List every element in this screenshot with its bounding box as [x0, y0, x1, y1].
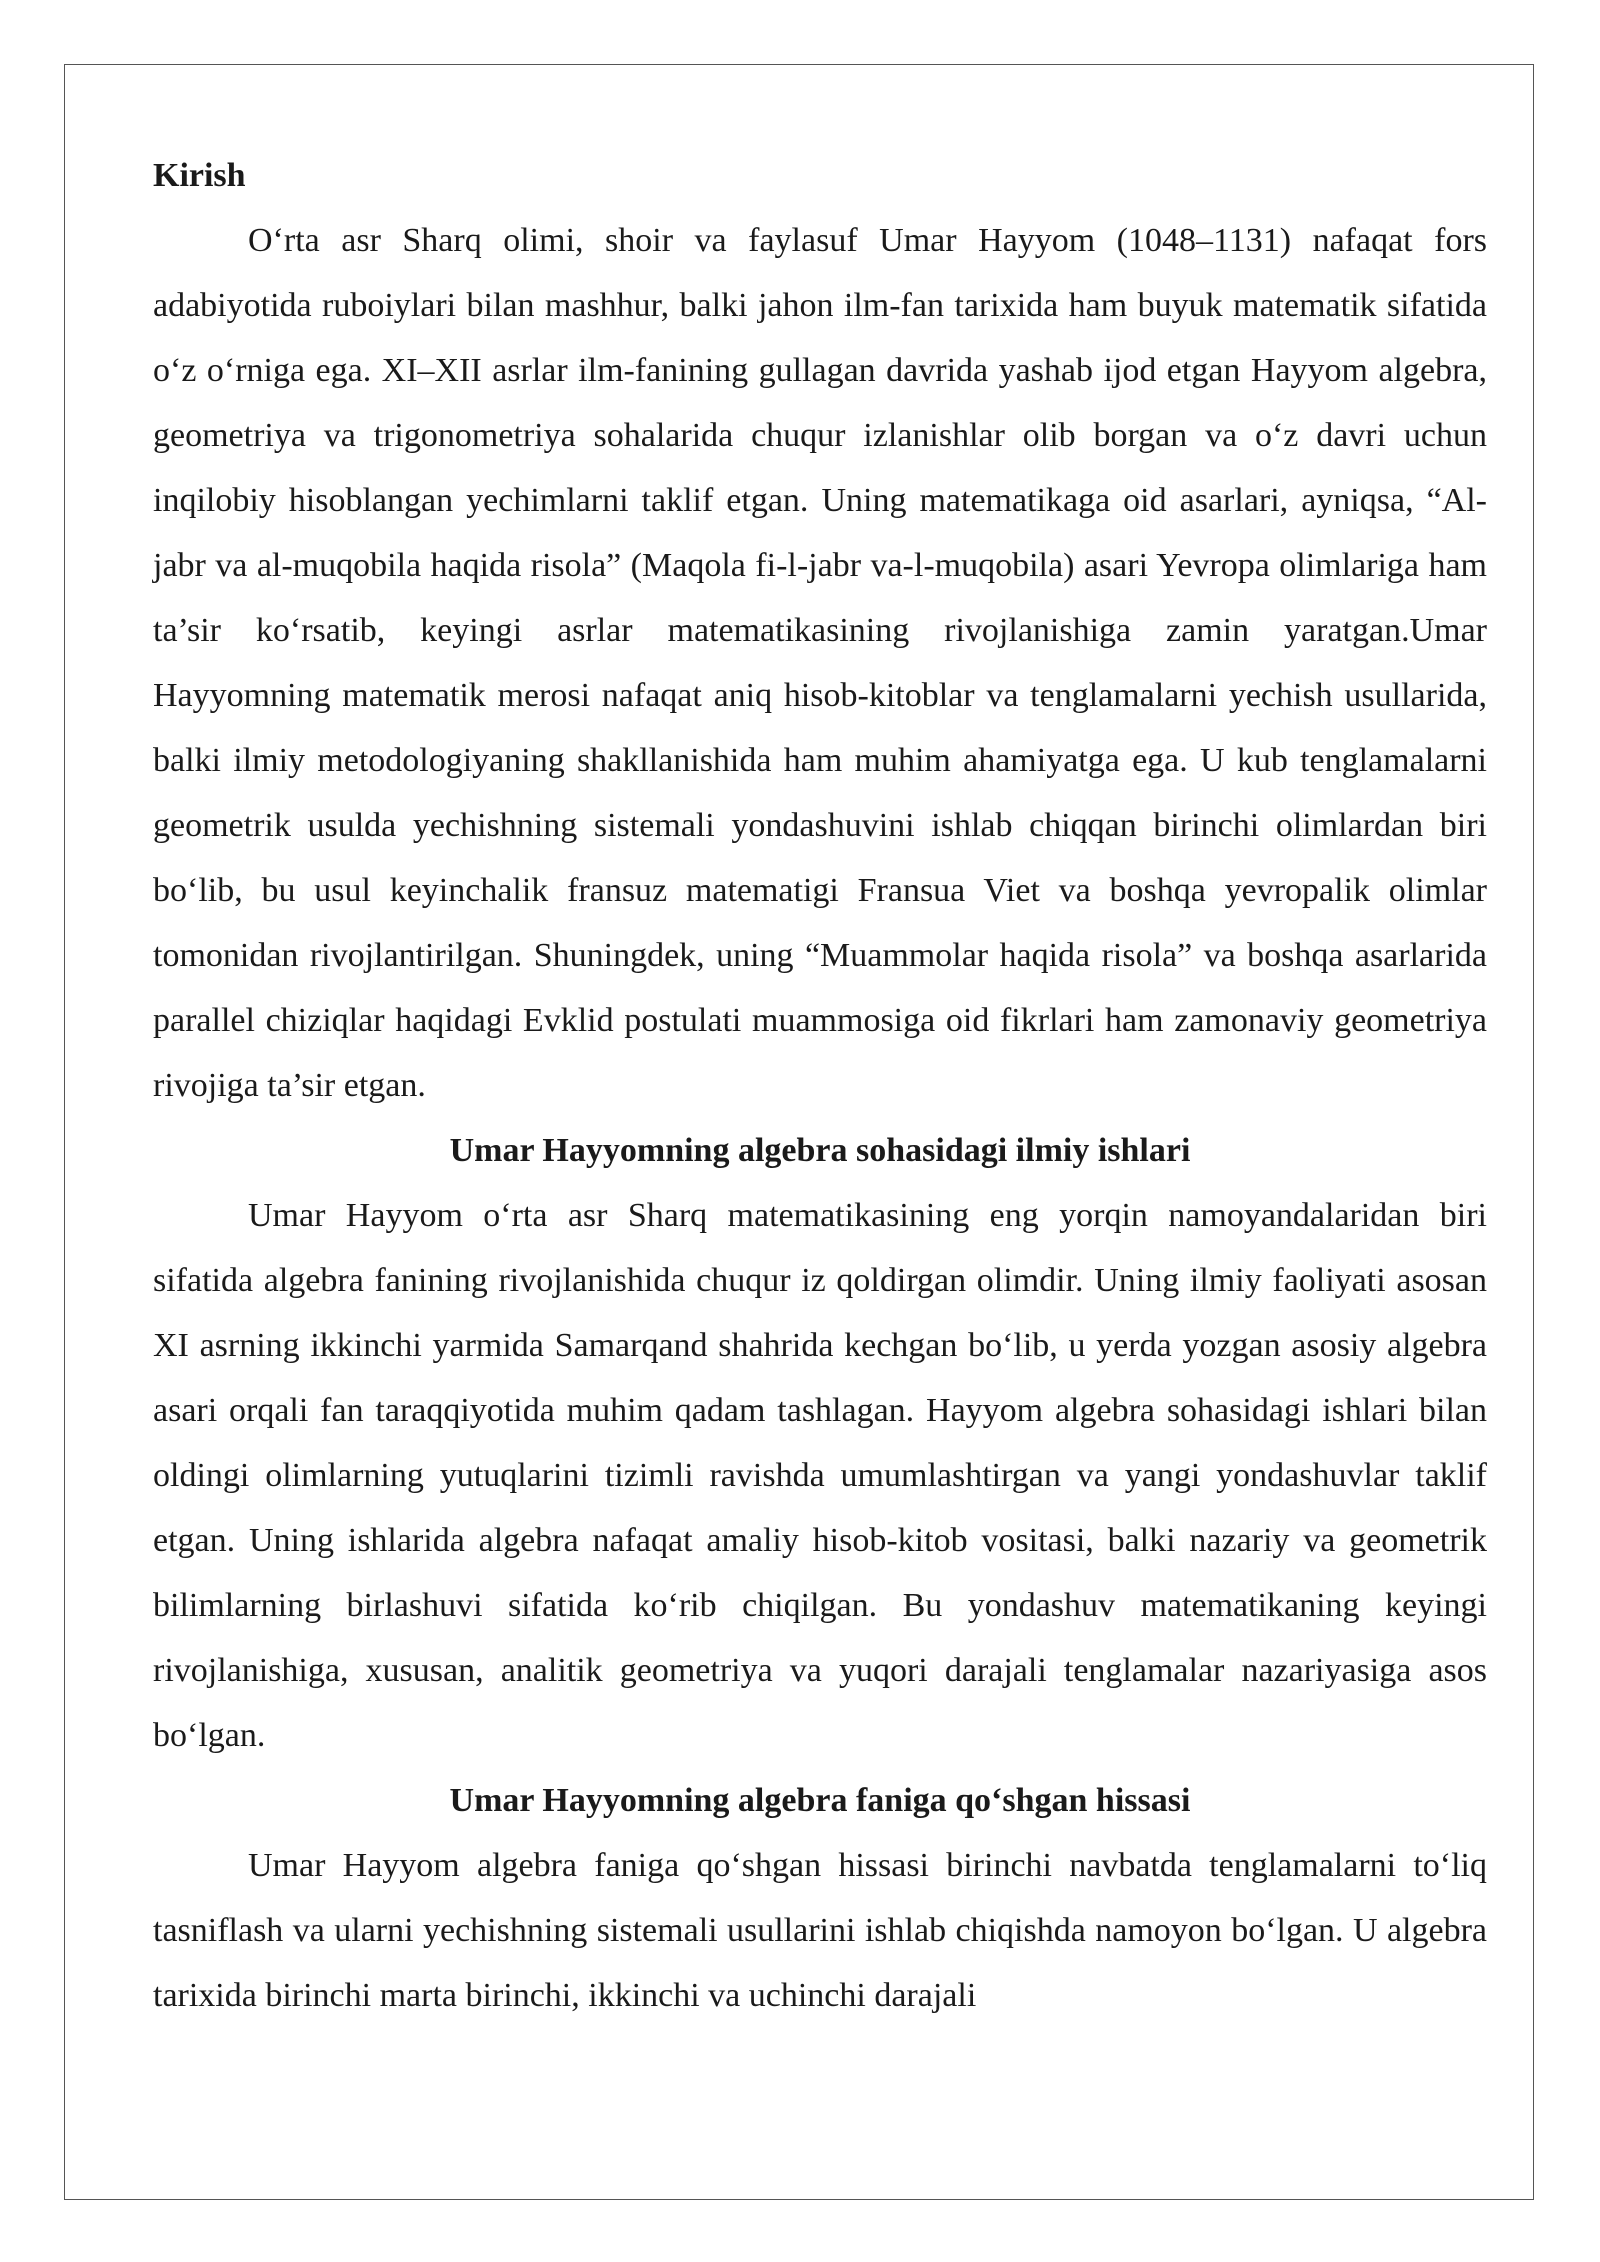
introduction-paragraph: O‘rta asr Sharq olimi, shoir va faylasuf Umar Hayyom (1048–1131) nafaqat fors adabiyotida ruboiylari bilan mashhur, balki jahon ilm-fan tarixida ham buyuk matematik sifatida o‘z o‘rniga ega. XI–XII asrlar ilm-fanining gullagan davrida yashab ijod etgan Hayyom algebra, geometriya va trigonometriya sohalarida chuqur izlanishlar olib borgan va o‘z davri uchun inqilobiy hisoblangan yechimlarni taklif etgan. Uning matematikaga oid asarlari, ayniqsa, “Al-jabr va al-muqobila haqida risola” (Maqola fi-l-jabr va-l-muqobila) asari Yevropa olimlariga ham ta’sir ko‘rsatib, keyingi asrlar matematikasining rivojlanishiga zamin yaratgan.Umar Hayyomning matematik merosi nafaqat aniq hisob-kitoblar va tenglamalarni yechish usullarida, balki ilmiy metodologiyaning shakllanishida ham muhim ahamiyatga ega. U kub tenglamalarni geometrik usulda yechishning sistemali yondashuvini ishlab chiqqan birinchi olimlardan biri bo‘lib, bu usul keyinchalik fransuz matematigi Fransua Viet va boshqa yevropalik olimlar tomonidan rivojlantirilgan. Shuningdek, uning “Muammolar haqida risola” va boshqa asarlarida parallel chiziqlar haqidagi Evklid postulati muammosiga oid fikrlari ham zamonaviy geometriya rivojiga ta’sir etgan. — [153, 222, 1487, 1104]
algebra-research-paragraph: Umar Hayyom o‘rta asr Sharq matematikasining eng yorqin namoyandalaridan biri sifatida algebra fanining rivojlanishida chuqur iz qoldirgan olimdir. Uning ilmiy faoliyati asosan XI asrning ikkinchi yarmida Samarqand shahrida kechgan bo‘lib, u yerda yozgan asosiy algebra asari orqali fan taraqqiyotida muhim qadam tashlagan. Hayyom algebra sohasidagi ishlari bilan oldingi olimlarning yutuqlarini tizimli ravishda umumlashtirgan va yangi yondashuvlar taklif etgan. Uning ishlarida algebra nafaqat amaliy hisob-kitob vositasi, balki nazariy va geometrik bilimlarning birlashuvi sifatida ko‘rib chiqilgan. Bu yondashuv matematikaning keyingi rivojlanishiga, xususan, analitik geometriya va yuqori darajali tenglamalar nazariyasiga asos bo‘lgan. — [153, 1197, 1487, 1754]
document-body — [153, 143, 1487, 2028]
section-heading-algebra-research: Umar Hayyomning algebra sohasidagi ilmiy ishlari — [449, 1132, 1191, 1169]
section-heading-algebra-contribution: Umar Hayyomning algebra faniga qo‘shgan hissasi — [449, 1782, 1191, 1819]
section-heading-introduction: Kirish — [153, 157, 246, 194]
algebra-contribution-paragraph: Umar Hayyom algebra faniga qo‘shgan hissasi birinchi navbatda tenglamalarni to‘liq tasniflash va ularni yechishning sistemali usullarini ishlab chiqishda namoyon bo‘lgan. U algebra tarixida birinchi marta birinchi, ikkinchi va uchinchi darajali — [153, 1847, 1487, 2014]
